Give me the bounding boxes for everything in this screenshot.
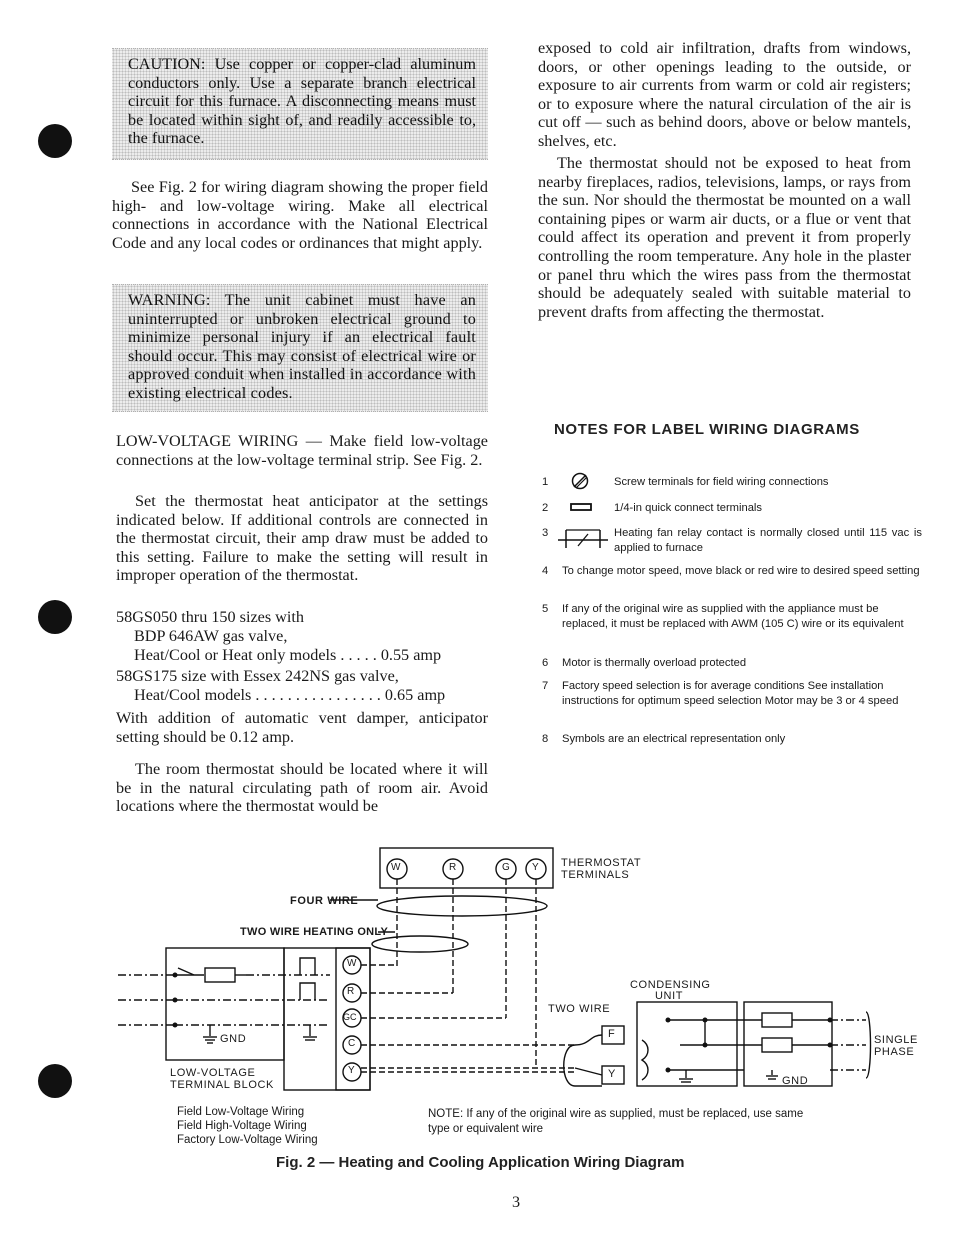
spec-line-4: 58GS175 size with Essex 242NS gas valve, [116,667,399,685]
condensing-unit-label-1: CONDENSING [630,979,711,991]
contactor-f-label: F [608,1028,616,1040]
note-item: 6 Motor is thermally overload protected [542,657,747,669]
note-item: 1 Screw terminals for field wiring connections [542,475,922,495]
paragraph-low-voltage: LOW-VOLTAGE WIRING — Make field low-voltage connections at the low-voltage terminal strip. See Fig. 2. [116,432,488,469]
spec-line-5: Heat/Cool models . . . . . . . . . . . . . . . . 0.65 amp [134,686,446,704]
wiring-diagram [0,840,954,1100]
two-wire-heating-label: TWO WIRE HEATING ONLY [240,926,389,938]
block-terminal-y: Y [348,1065,356,1076]
condensing-unit-label-2: UNIT [655,990,684,1002]
note-item: 2 1/4-in quick connect terminals [542,502,762,514]
thermostat-terminal-r: R [449,862,457,873]
paragraph-fig2: See Fig. 2 for wiring diagram showing the proper field high- and low-voltage wiring. Make all electrical connections in accordance with the National Electrical Code and any local codes or ordinances that might apply. [112,178,488,252]
paragraph-exposed: exposed to cold air infiltration, drafts from windows, doors, or other openings leading to the outside, or exposure to air currents from warm or cold air registers; or to exposure where the natural circulation of the air is cut off — such as behind doors, above or below mantels, shelves, etc. [538,39,911,150]
note-item: 5 If any of the original wire as supplied with the appliance must be replaced, it must be replaced with AWM (105 C) wire or its equivalent [542,603,904,630]
four-wire-label: FOUR WIRE [290,895,359,907]
block-terminal-gc: GC [343,1012,357,1022]
screw-terminal-icon [570,471,590,491]
single-label: SINGLE [874,1034,918,1046]
gnd-label: GND [220,1033,247,1045]
warning-box [112,284,488,412]
block-terminal-w: W [347,958,358,969]
note-item: 7 Factory speed selection is for average conditions See installation instructions for optimum speed selection Motor may be 3 or 4 speed [542,680,899,707]
note-item: 3 Heating fan relay contact is normally closed until 115 vac is applied to furnace [542,527,922,554]
notes-heading: NOTES FOR LABEL WIRING DIAGRAMS [554,421,860,438]
caution-text: CAUTION: Use copper or copper-clad aluminum conductors only. Use a separate branch electrical circuit for this furnace. A disconnecting means must be located within sight of, and readily accessible to, the furnace. [128,55,476,148]
phase-label: PHASE [874,1046,915,1058]
legend-field-low-voltage: Field Low-Voltage Wiring [177,1106,305,1118]
block-terminal-r: R [347,986,355,997]
thermostat-terminal-w: W [391,862,402,873]
paragraph-heat-sources: The thermostat should not be exposed to heat from nearby fireplaces, radios, televisions, lamps, or rays from the sun. Nor should the thermostat be mounted on a wall containing pipes or warm air ducts, or a flue or vent that could affect its operation and prevent it from properly controlling the room temperature. Any hole in the plaster or panel thru which the wires pass from the thermostat should be adequately sealed with suitable material to prevent drafts from affecting the thermostat. [538,154,911,321]
binder-hole-top [38,124,72,158]
legend-note: NOTE: If any of the original wire as supplied, must be replaced, use same type or equivalent wire [428,1108,804,1135]
quick-connect-icon [570,502,592,512]
contactor-y-label: Y [608,1068,616,1080]
note-item: 8 Symbols are an electrical representation only [542,733,786,745]
paragraph-vent-damper: With addition of automatic vent damper, anticipator setting should be 0.12 amp. [116,709,488,746]
warning-text: WARNING: The unit cabinet must have an uninterrupted or unbroken electrical ground to minimize personal injury if an electrical fault should occur. This may consist of electrical wire or approved conduit when installed in accordance with existing electrical codes. [128,291,476,402]
thermostat-label-line1: THERMOSTAT [561,857,642,869]
block-terminal-c: C [348,1038,356,1049]
spec-line-2: BDP 646AW gas valve, [134,627,288,645]
thermostat-terminal-g: G [502,862,511,873]
note-item: 4 To change motor speed, move black or red wire to desired speed setting [542,565,920,577]
relay-contact-icon [554,526,612,550]
spec-line-1: 58GS050 thru 150 sizes with [116,608,304,626]
legend-field-high-voltage: Field High-Voltage Wiring [177,1120,307,1132]
thermostat-terminal-y: Y [532,862,540,873]
low-voltage-block-label-1: LOW-VOLTAGE [170,1067,256,1079]
paragraph-room-thermostat: The room thermostat should be located where it will be in the natural circulating path of room air. Avoid locations where the thermostat would be [116,760,488,816]
thermostat-label-line2: TERMINALS [561,869,630,881]
page-number: 3 [512,1193,521,1211]
low-voltage-block-label-2: TERMINAL BLOCK [170,1079,274,1091]
figure-caption: Fig. 2 — Heating and Cooling Application Wiring Diagram [276,1154,685,1171]
spec-line-3: Heat/Cool or Heat only models . . . . . 0.55 amp [134,646,442,664]
legend-factory-low-voltage: Factory Low-Voltage Wiring [177,1134,318,1146]
paragraph-anticipator: Set the thermostat heat anticipator at the settings indicated below. If additional controls are connected in the thermostat circuit, their amp draw must be added to this setting. Failure to make the setting will result in improper operation of the thermostat. [116,492,488,585]
gnd-label-condensing: GND [782,1075,809,1087]
two-wire-label: TWO WIRE [548,1003,611,1015]
caution-box [112,48,488,160]
binder-hole-middle [38,600,72,634]
